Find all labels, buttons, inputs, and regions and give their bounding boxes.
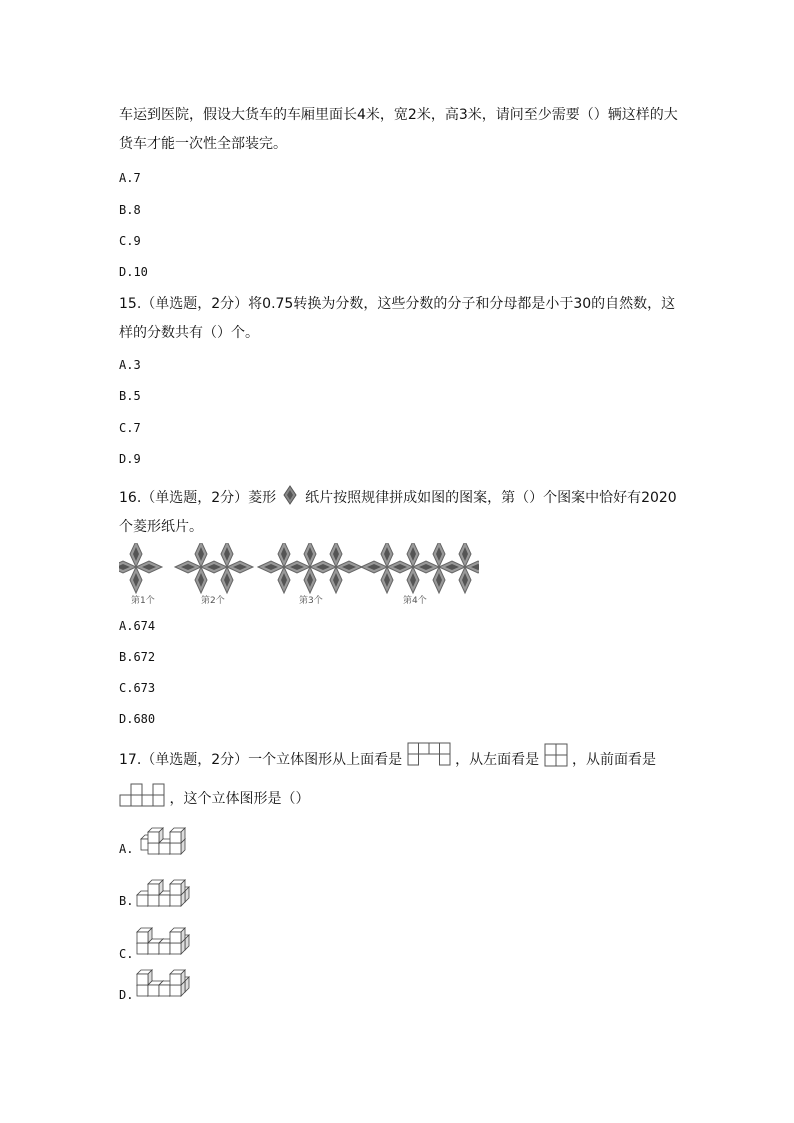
cube (170, 880, 185, 895)
figure-caption-1: 第1个 (131, 596, 155, 606)
rhombus-pattern-figure (119, 543, 479, 608)
rhombus-piece (407, 543, 419, 567)
q15-text-line1: 15.（单选题，2分）将0.75转换为分数，这些分数的分子和分母都是小于30的自然数，这 (119, 296, 676, 312)
rhombus-piece (278, 543, 290, 567)
rhombus-piece (433, 567, 445, 593)
q16-option-a[interactable]: A.674 (119, 619, 156, 633)
q17-text-b: ，从左面看是 (455, 752, 540, 768)
q17-option-c[interactable]: C. (119, 947, 134, 961)
rhombus-icon (283, 485, 297, 505)
front-view-icon (119, 783, 165, 807)
q17-option-d[interactable]: D. (119, 988, 134, 1002)
rhombus-piece (381, 567, 393, 593)
q15-option-c[interactable]: C.7 (119, 421, 141, 435)
q15-option-a[interactable]: A.3 (119, 358, 141, 372)
rhombus-piece (284, 561, 310, 573)
rhombus-piece (221, 567, 233, 593)
rhombus-piece (258, 561, 284, 573)
rhombus-piece (336, 561, 362, 573)
rhombus-piece (304, 567, 316, 593)
rhombus-piece (310, 561, 336, 573)
figure-caption-3: 第3个 (299, 596, 323, 606)
rhombus-piece (175, 561, 201, 573)
q17-text-a: 17.（单选题，2分）一个立体图形从上面看是 (119, 752, 403, 768)
q17-option-b[interactable]: B. (119, 894, 134, 908)
q17-option-a[interactable]: A. (119, 842, 134, 856)
option-c-cubes-figure (134, 920, 196, 956)
rhombus-piece (330, 543, 342, 567)
q17-text-line2 (119, 790, 309, 808)
q17-text-d: ，这个立体图形是（） (169, 791, 310, 807)
q14-option-a[interactable]: A.7 (119, 171, 141, 185)
q17-text-line1 (119, 751, 656, 769)
q16-text-b: 纸片按照规律拼成如图的图案，第（）个图案中恰好有2020 (305, 490, 677, 506)
cube (170, 828, 185, 843)
q17-text-c: ，从前面看是 (571, 752, 656, 768)
q15-option-b[interactable]: B.5 (119, 389, 141, 403)
rhombus-piece (361, 561, 387, 573)
rhombus-piece (330, 567, 342, 593)
rhombus-piece (381, 543, 393, 567)
cube (170, 970, 185, 985)
q16-option-c[interactable]: C.673 (119, 681, 156, 695)
q14-text-line1: 车运到医院，假设大货车的车厢里面长4米，宽2米，高3米，请问至少需要（）辆这样的大 (119, 107, 678, 123)
rhombus-piece (119, 561, 136, 573)
q16-option-b[interactable]: B.672 (119, 650, 156, 664)
q14-option-c[interactable]: C.9 (119, 234, 141, 248)
q16-text-a: 16.（单选题，2分）菱形 (119, 490, 277, 506)
left-view-icon (544, 743, 568, 767)
rhombus-piece (459, 567, 471, 593)
rhombus-piece (407, 567, 419, 593)
q14-option-b[interactable]: B.8 (119, 203, 141, 217)
rhombus-piece (130, 567, 142, 593)
q16-text-line2: 个菱形纸片。 (119, 519, 203, 535)
rhombus-piece (195, 567, 207, 593)
option-d-cubes-figure (134, 962, 196, 998)
rhombus-piece (433, 543, 445, 567)
option-b-cubes-figure (134, 866, 196, 908)
rhombus-piece (195, 543, 207, 567)
rhombus-piece (439, 561, 465, 573)
rhombus-piece (221, 543, 233, 567)
q16-option-d[interactable]: D.680 (119, 712, 156, 726)
cube (170, 928, 185, 943)
top-view-icon (407, 742, 451, 768)
rhombus-piece (387, 561, 413, 573)
q15-option-d[interactable]: D.9 (119, 452, 141, 466)
rhombus-piece (227, 561, 253, 573)
rhombus-piece (278, 567, 290, 593)
rhombus-piece (413, 561, 439, 573)
q16-text-line1 (119, 489, 677, 507)
rhombus-piece (459, 543, 471, 567)
rhombus-piece (201, 561, 227, 573)
q15-text-line2: 样的分数共有（）个。 (119, 325, 259, 341)
rhombus-piece (304, 543, 316, 567)
q14-text-line2: 货车才能一次性全部装完。 (119, 136, 287, 152)
pattern-items (119, 543, 479, 593)
q14-option-d[interactable]: D.10 (119, 265, 148, 279)
option-a-cubes-figure (134, 816, 196, 856)
figure-caption-4: 第4个 (403, 596, 427, 606)
rhombus-piece (130, 543, 142, 567)
figure-caption-2: 第2个 (201, 596, 225, 606)
rhombus-piece (136, 561, 162, 573)
